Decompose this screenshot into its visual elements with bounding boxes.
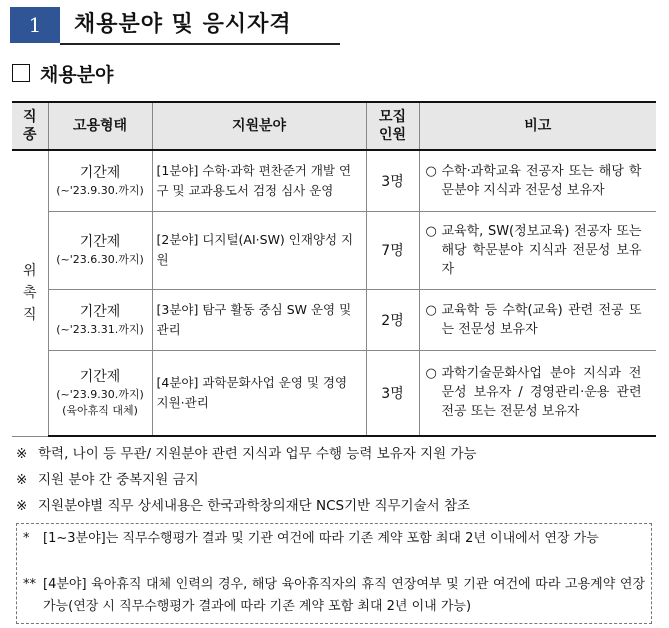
subheading [12,62,113,88]
field-cell: [3분야] 탐구 활동 중심 SW 운영 및 관리 [152,289,366,350]
count-cell: 2명 [366,289,419,350]
section-underline [60,43,340,45]
employment-cell: 기간제 (~'23.6.30.까지) [48,211,152,289]
header-count: 모집 인원 [366,102,419,150]
recruitment-table [12,101,656,437]
reference-mark-icon: ※ [16,498,28,514]
field-cell: [2분야] 디지털(AI·SW) 인재양성 지원 [152,211,366,289]
circle-bullet-icon: ○ [425,302,437,318]
footnote-box [16,523,652,624]
count-cell: 3명 [366,150,419,211]
header-remarks: 비고 [419,102,656,150]
count-cell: 3명 [366,350,419,436]
table-row [12,150,656,211]
remarks-cell: ○ 수학·과학교육 전공자 또는 해당 학문분야 지식과 전문성 보유자 [419,150,656,211]
note-item: ※ 학력, 나이 등 무관/ 지원분야 관련 지식과 업무 수행 능력 보유자 지원 가능 [16,441,656,467]
field-cell: [1분야] 수학·과학 편찬준거 개발 연구 및 교과용도서 검정 심사 운영 [152,150,366,211]
job-type-cell: 위 촉 직 [12,150,48,436]
subheading-text: 채용분야 [40,64,114,86]
section-number: 1 [10,7,60,43]
header-employment: 고용형태 [48,102,152,150]
table-row [12,211,656,289]
checkbox-square-icon [12,64,30,82]
remarks-cell: ○ 교육학, SW(정보교육) 전공자 또는 해당 학문분야 지식과 전문성 보유자 [419,211,656,289]
reference-mark-icon: ※ [16,446,28,462]
notes-list [16,441,656,519]
remarks-cell: ○ 교육학 등 수학(교육) 관련 전공 또는 전문성 보유자 [419,289,656,350]
circle-bullet-icon: ○ [425,163,437,179]
double-asterisk-mark: ** [23,577,36,592]
asterisk-mark: * [23,531,30,546]
reference-mark-icon: ※ [16,472,28,488]
field-cell: [4분야] 과학문화사업 운영 및 경영 지원·관리 [152,350,366,436]
footnote-item: * [1~3분야]는 직무수행평가 결과 및 기관 여건에 따라 기존 계약 포함 최대 2년 이내에서 연장 가능 [17,528,645,550]
note-item: ※ 지원분야별 직무 상세내용은 한국과학창의재단 NCS기반 직무기술서 참조 [16,493,656,519]
circle-bullet-icon: ○ [425,223,437,239]
note-item: ※ 지원 분야 간 중복지원 금지 [16,467,656,493]
header-job-type: 직 종 [12,102,48,150]
table-row [12,289,656,350]
header-field: 지원분야 [152,102,366,150]
footnote-item: ** [4분야] 육아휴직 대체 인력의 경우, 해당 육아휴직자의 휴직 연장여부 및 기관 여건에 따라 고용계약 연장 가능(연장 시 직무수행평가 결과에 따라 기존 계약 포함 최대 2년 이내 가능) [17,574,645,618]
remarks-cell: ○ 과학기술문화사업 분야 지식과 전문성 보유자 / 경영관리·운용 관련 전공 또는 전문성 보유자 [419,350,656,436]
circle-bullet-icon: ○ [425,366,437,382]
section-header [10,7,340,45]
count-cell: 7명 [366,211,419,289]
table-row [12,350,656,436]
section-title: 채용분야 및 응시자격 [74,12,292,37]
table-header-row [12,102,656,150]
employment-cell: 기간제 (~'23.3.31.까지) [48,289,152,350]
employment-cell: 기간제 (~'23.9.30.까지) (육아휴직 대체) [48,350,152,436]
employment-cell: 기간제 (~'23.9.30.까지) [48,150,152,211]
